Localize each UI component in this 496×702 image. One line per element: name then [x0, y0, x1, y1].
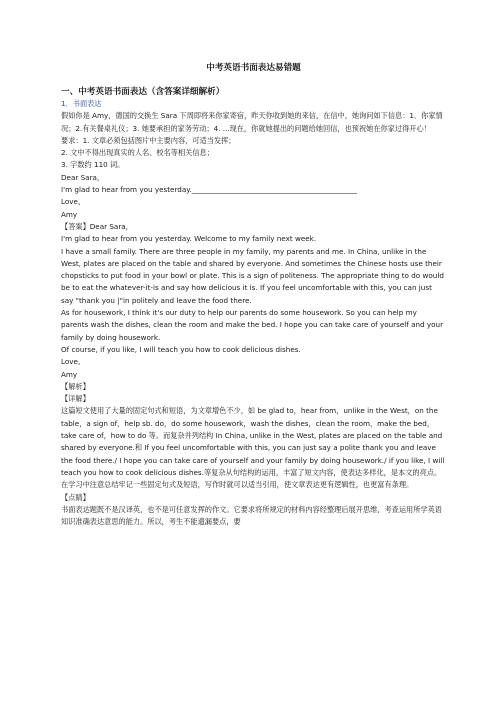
letter-signature: Amy [61, 209, 78, 219]
answer-paragraph-1: I have a small family. There are three people in my family, my parents and me. In China, unlike in the West, plates are placed on the table and shared by everyone. And sometimes the Chinese hosts use their chopsticks to put food in your bowl or plate. This is a sign of politeness. The appropriate thing to do would be to eat the whatever-it-is and say how delicious it is. If you feel uncomfortable with this, you can just say "thank you |"in politely and leave the food there. [61, 246, 444, 305]
requirement-1: 要求：1. 文章必须包括图片中主要内容，可适当发挥； [61, 135, 236, 145]
answer-label: 【答案】Dear Sara， [61, 221, 133, 231]
question-number: 1．书面表达 [61, 99, 102, 108]
letter-greeting: Dear Sara， [61, 172, 105, 182]
section-heading: 一、中考英语书面表达（含答案详细解析） [61, 87, 225, 97]
tips-text: 书面表达题既不是汉译英，也不是可任意发挥的作文。它要求将所规定的材料内容经整理后展开思维，考查运用所学英语知识准确表达意思的能力。所以，考生不能遗漏要点，要 [61, 504, 442, 527]
analysis-label: 【解析】 [61, 381, 90, 391]
answer-line-1: I'm glad to hear from you yesterday. Welcome to my family next week. [61, 234, 317, 244]
detail-label: 【详解】 [61, 394, 90, 404]
document-title: 中考英语书面表达易错题 [206, 63, 301, 73]
detail-text: 这篇短文使用了大量的固定句式和短语，为文章增色不少，如 be glad to，hear from，unlike in the West，on the table，a sign of，help sb. do，do some housework，wash the dishes，clean the room，make the bed，take care of，how to do 等。而复杂并列结构 In China, unlike in the West, plates are placed on the table and shared by everyone.和 If you feel uncomfortable with this, you can just say a polite thank you and leave the food there./ I hope you can take care of yourself and your family by doing housework./ if you like, I will teach you how to cook delicious dishes.等复杂从句结构的运用，丰富了短文内容，使表达多样化，是本文的亮点。在学习中注意总结牢记一些固定句式及短语，写作时就可以适当引用，使文章表达更有逻辑性，也更富有条理。 [61, 406, 445, 490]
tips-label: 【点睛】 [61, 492, 90, 502]
prompt-paragraph: 假如你是 Amy，德国的交换生 Sara 下周即将来你家寄宿，昨天你收到她的来信，在信中，她询问如下信息：1．你家情况；2.有关餐桌礼仪；3. 她要承担的家务劳动；4. ...现在，你就她提出的问题给她回信，也预祝她在你家过得开心！ [61, 111, 443, 133]
answer-paragraph-2: As for housework, I think it's our duty to help our parents do some housework. So you can help my parents wash the dishes, clean the room and make the bed. I hope you can take care of yourself and your family by doing housework. [61, 308, 444, 342]
answer-block [61, 221, 446, 381]
requirement-2: 2. 文中不得出现真实的人名、校名等相关信息； [61, 148, 214, 158]
analysis-block [61, 381, 446, 529]
answer-closing: Love, [61, 357, 81, 367]
letter-closing: Love， [61, 197, 86, 207]
letter-first-line: I'm glad to hear from you yesterday.______________________________________________ [61, 185, 358, 195]
prompt-block [61, 110, 446, 221]
answer-paragraph-3: Of course, if you like, I will teach you how to cook delicious dishes. [61, 344, 301, 354]
requirement-3: 3. 字数约 110 词。 [61, 160, 125, 170]
answer-signature: Amy [61, 369, 78, 379]
